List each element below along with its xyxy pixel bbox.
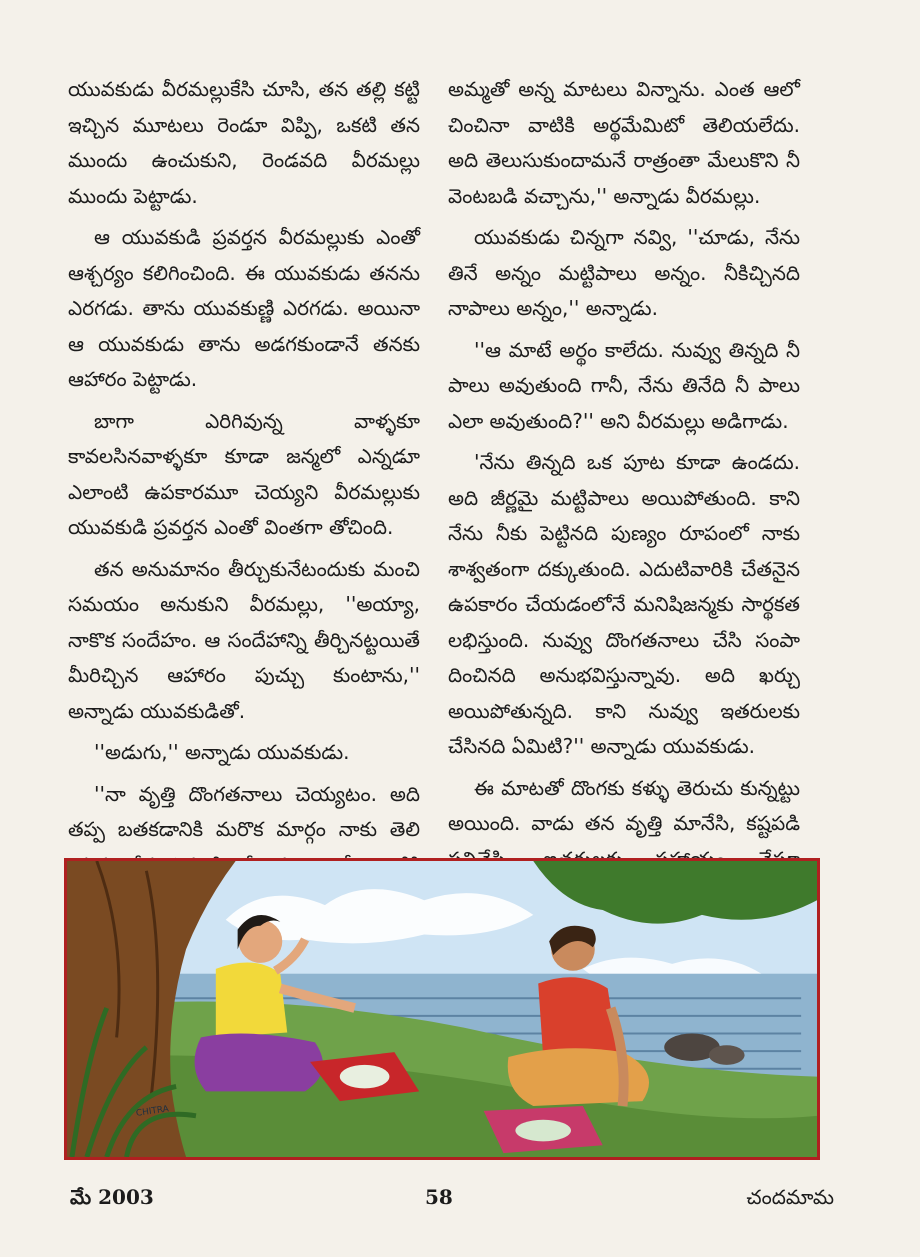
left-column <box>68 72 420 925</box>
paragraph: ''ఆ మాటే అర్థం కాలేదు. నువ్వు తిన్నది నీ పాలు అవుతుంది గానీ, నేను తినేది నీ పాలు ఎలా అవుతుంది?'' అని వీరమల్లు అడిగాడు. <box>448 337 800 433</box>
rock <box>709 1045 745 1065</box>
paragraph: 'నేను తిన్నది ఒక పూట కూడా ఉండదు. అది జీర్ణమై మట్టిపాలు అయిపోతుంది. కాని నేను నీకు పెట్టినది పుణ్యం రూపంలో నాకు శాశ్వతంగా దక్కుతుంది. ఎదుటివారికి చేతనైన ఉపకారం చేయడంలోనే మనిషిజన్మకు సార్థకత లభిస్తుంది. నువ్వు దొంగతనాలు చేసి సంపా దించినది అనుభవిస్తున్నావు. అది ఖర్చు అయిపోతున్నది. కాని నువ్వు ఇతరులకు చేసినది ఏమిటి?'' అన్నాడు యువకుడు. <box>448 450 800 758</box>
paragraph: ఆ యువకుడి ప్రవర్తన వీరమల్లుకు ఎంతో ఆశ్చర్యం కలిగించింది. ఈ యువకుడు తనను ఎరగడు. తాను యువకుణ్ణి ఎరగడు. అయినా ఆ యువకుడు తాను అడగకుండానే తనకు ఆహారం పెట్టాడు. <box>68 225 420 391</box>
paragraph: అమ్మతో అన్న మాటలు విన్నాను. ఎంత ఆలో చించినా వాటికి అర్థమేమిటో తెలియలేదు. అది తెలుసుకుందామనే రాత్రంతా మేలుకొని నీ వెంటబడి వచ్చాను,'' అన్నాడు వీరమల్లు. <box>448 77 800 208</box>
man-shirt <box>538 977 617 1057</box>
page-number: 58 <box>425 1185 453 1209</box>
right-column <box>448 72 800 919</box>
woman-blouse <box>216 963 287 1038</box>
paragraph: ఈ మాటతో దొంగకు కళ్ళు తెరుచు కున్నట్టు అయింది. వాడు తన వృత్తి మానేసి, కష్టపడి <box>448 775 800 835</box>
paragraph: యువకుడు చిన్నగా నవ్వి, ''చూడు, నేను తినే అన్నం మట్టిపాలు అన్నం. నీకిచ్చినది నాపాలు అన్నం,'' అన్నాడు. <box>448 225 800 320</box>
paragraph: తన అనుమానం తీర్చుకునేటందుకు మంచి సమయం అనుకుని వీరమల్లు, ''అయ్యా, నాకొక సందేహం. ఆ సందేహాన్ని తీర్చినట్టయితే మీరిచ్చిన ఆహారం పుచ్చు కుంటాను,'' అన్నాడు యువకుడితో. <box>68 556 420 723</box>
paragraph: ''అడుగు,'' అన్నాడు యువకుడు. <box>94 740 350 764</box>
food <box>340 1065 390 1089</box>
paragraph: యువకుడు వీరమల్లుకేసి చూసి, తన తల్లి కట్టి ఇచ్చిన మూటలు రెండూ విప్పి, ఒకటి తన ముందు ఉంచుకుని, రెండవది వీరమల్లు ముందు పెట్టాడు. <box>68 77 420 208</box>
issue-date: మే 2003 <box>70 1185 154 1209</box>
illustration-svg <box>67 861 817 1157</box>
paragraph: ''నా వృత్తి దొంగతనాలు చెయ్యటం. అది తప్ప బతకడానికి మరొక మార్గం నాకు తెలి <box>68 781 420 841</box>
paragraph: బాగా ఎరిగివున్న వాళ్ళకూ కావలసినవాళ్ళకూ కూడా జన్మలో ఎన్నడూ ఎలాంటి ఉపకారమూ చెయ్యని వీరమల్లుకు యువకుడి ప్రవర్తన ఎంతో వింతగా తోచింది. <box>68 408 420 539</box>
artist-signature: CHITRA <box>135 1104 170 1119</box>
page-footer <box>0 1185 920 1215</box>
magazine-name: చందమామ <box>746 1185 834 1209</box>
story-illustration <box>64 858 820 1160</box>
woman-skirt <box>195 1034 323 1092</box>
food <box>515 1120 571 1142</box>
